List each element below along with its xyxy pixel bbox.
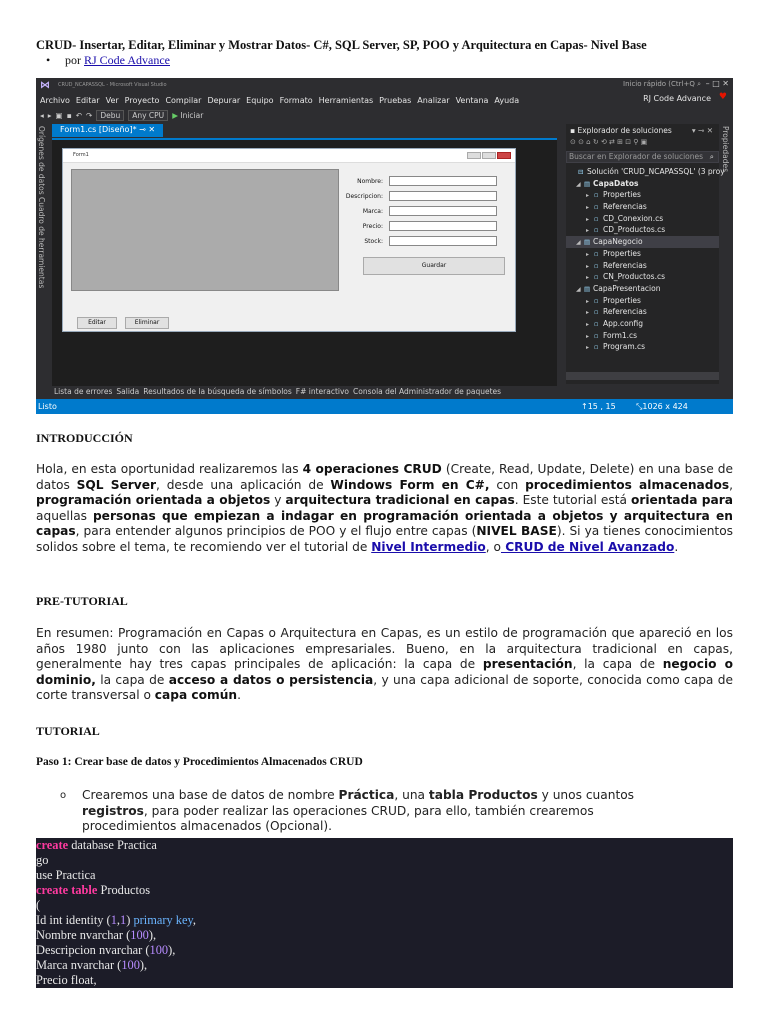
left-strip-label: Orígenes de datos Cuadro de herramientas bbox=[37, 126, 46, 289]
crud-avanzado-link[interactable]: CRUD de Nivel Avanzado bbox=[500, 539, 675, 554]
explorer-bullet-icon: ▪ bbox=[570, 126, 578, 135]
tree-node[interactable] bbox=[566, 248, 719, 260]
bullet-dot: • bbox=[46, 53, 51, 67]
tree-node-label: CapaNegocio bbox=[593, 237, 643, 247]
menu-editar[interactable]: Editar bbox=[75, 95, 100, 105]
menu-ventana[interactable]: Ventana bbox=[455, 95, 489, 105]
form-close-icon bbox=[497, 152, 511, 159]
tab-form1-design[interactable] bbox=[52, 124, 163, 137]
file-icon: ▫ bbox=[594, 331, 599, 340]
explorer-search-input[interactable] bbox=[566, 151, 719, 163]
tree-node[interactable] bbox=[566, 271, 719, 283]
designer-surface bbox=[52, 138, 557, 386]
project-icon: ▤ bbox=[584, 179, 591, 188]
feedback-heart-icon[interactable]: ♥ bbox=[718, 92, 727, 102]
expand-arrow-icon[interactable]: ◢ bbox=[576, 239, 581, 247]
form1-window[interactable] bbox=[62, 148, 516, 332]
tab-output[interactable]: Salida bbox=[116, 386, 140, 396]
tree-node[interactable] bbox=[566, 341, 719, 353]
menu-pruebas[interactable]: Pruebas bbox=[379, 95, 412, 105]
properties-strip-label: Propiedades bbox=[721, 126, 730, 172]
maximize-icon[interactable]: □ bbox=[712, 79, 720, 88]
project-icon: ▤ bbox=[584, 238, 591, 247]
collapse-arrow-icon[interactable]: ▸ bbox=[586, 309, 590, 317]
tree-node-label: Program.cs bbox=[603, 342, 646, 352]
status-ready: Listo bbox=[38, 402, 57, 411]
save-icon[interactable]: ▪ bbox=[66, 110, 72, 120]
project-icon: ▤ bbox=[584, 284, 591, 293]
collapse-arrow-icon[interactable]: ▸ bbox=[586, 274, 590, 282]
step1-heading: Paso 1: Crear base de datos y Procedimientos Almacenados CRUD bbox=[36, 756, 363, 768]
tree-node-label: Form1.cs bbox=[603, 330, 638, 340]
tab-package-console[interactable]: Consola del Administrador de paquetes bbox=[353, 386, 502, 396]
account-name[interactable]: RJ Code Advance bbox=[643, 94, 711, 103]
code-line: go bbox=[36, 853, 49, 867]
code-line: ( bbox=[36, 898, 41, 912]
code-line: Marca nvarchar (100), bbox=[36, 958, 148, 972]
visual-studio-screenshot bbox=[36, 78, 733, 414]
tree-node[interactable] bbox=[566, 260, 719, 272]
left-tool-strip[interactable] bbox=[36, 122, 50, 382]
tab-error-list[interactable]: Lista de errores bbox=[54, 386, 113, 396]
tab-symbol-results[interactable]: Resultados de la búsqueda de símbolos bbox=[143, 386, 292, 396]
tree-node-label: CapaPresentacion bbox=[593, 283, 661, 293]
menu-herramientas[interactable]: Herramientas bbox=[318, 95, 374, 105]
menu-ver[interactable]: Ver bbox=[105, 95, 119, 105]
nombre-textbox[interactable] bbox=[389, 176, 497, 186]
menu-formato[interactable]: Formato bbox=[279, 95, 313, 105]
intro-paragraph: Hola, en esta oportunidad realizaremos las 4 operaciones CRUD (Create, Read, Update, Delete) en una base de datos SQL Server, desde una aplicación de Windows Form en C#, con procedimientos almacenados, programación orientada a objetos y arquitectura tradicional en capas. Este tutorial está orientada para aquellas personas que empiezan a indagar en programación orientada a objetos y arquitectura en capas, para entender algunos principios de POO y el flujo entre capas (NIVEL BASE). Si ya tienes conocimientos solidos sobre el tema, te recomiendo ver el tutorial de Nivel Intermedio, o CRUD de Nivel Avanzado. bbox=[36, 462, 734, 554]
collapse-arrow-icon[interactable]: ▸ bbox=[586, 320, 590, 328]
menu-analizar[interactable]: Analizar bbox=[417, 95, 450, 105]
position-icon: ↑ bbox=[581, 402, 588, 411]
code-line: create database Practica bbox=[36, 838, 157, 852]
redo-icon[interactable]: ↷ bbox=[86, 110, 93, 120]
explorer-pin-close-icon[interactable]: ▾ ⊸ ✕ bbox=[691, 126, 713, 135]
quick-launch-text: Inicio rápido (Ctrl+Q bbox=[623, 80, 695, 88]
menu-archivo[interactable]: Archivo bbox=[40, 95, 70, 105]
collapse-arrow-icon[interactable]: ▸ bbox=[586, 332, 590, 340]
solution-explorer bbox=[566, 124, 725, 384]
play-icon: ▶ bbox=[172, 110, 178, 120]
tree-node-label: CD_Conexion.cs bbox=[603, 213, 664, 223]
code-line: Precio float, bbox=[36, 973, 97, 987]
byline bbox=[46, 53, 170, 68]
form-minimize-icon bbox=[467, 152, 481, 159]
collapse-arrow-icon[interactable]: ▸ bbox=[586, 227, 590, 235]
file-icon: ▫ bbox=[594, 191, 599, 200]
platform-select[interactable]: Any CPU bbox=[128, 110, 168, 121]
forward-icon[interactable]: ▸ bbox=[47, 110, 52, 120]
file-icon: ▫ bbox=[594, 203, 599, 212]
author-link[interactable]: RJ Code Advance bbox=[84, 53, 170, 67]
tree-node-label: Properties bbox=[603, 248, 641, 258]
vs-menubar bbox=[36, 93, 733, 107]
minimize-icon[interactable]: – bbox=[705, 79, 710, 88]
file-icon: ▫ bbox=[594, 273, 599, 282]
undo-icon[interactable]: ↶ bbox=[75, 110, 83, 120]
tree-node[interactable] bbox=[566, 295, 719, 307]
menu-compilar[interactable]: Compilar bbox=[165, 95, 202, 105]
size-icon: ⤡ bbox=[636, 402, 643, 411]
status-position bbox=[581, 402, 616, 411]
tree-node-label: CapaDatos bbox=[593, 178, 639, 188]
file-icon: ▫ bbox=[594, 226, 599, 235]
properties-strip[interactable] bbox=[720, 122, 733, 242]
tree-node-label: Referencias bbox=[603, 307, 647, 317]
form-maximize-icon bbox=[482, 152, 496, 159]
collapse-arrow-icon[interactable]: ▸ bbox=[586, 192, 590, 200]
status-size bbox=[636, 402, 688, 412]
pretutorial-paragraph: En resumen: Programación en Capas o Arquitectura en Capas, es un estilo de programación que apareció en los años 1980 junto con las aplicaciones empresariales. Bueno, en la arquitectura tradicional en capas, generalmente hay tres capas principales de aplicación: la capa de presentación, la capa de negocio o dominio, la capa de acceso a datos o persistencia, y una capa adicional de soporte, conocida como capa de corte transversal o capa común. bbox=[36, 626, 733, 702]
collapse-arrow-icon[interactable]: ▸ bbox=[586, 344, 590, 352]
label-descripcion: Descripcion: bbox=[345, 193, 383, 200]
configuration-select[interactable]: Debu bbox=[96, 110, 124, 121]
pretutorial-heading: PRE-TUTORIAL bbox=[36, 594, 128, 608]
collapse-arrow-icon[interactable]: ▸ bbox=[586, 204, 590, 212]
menu-depurar[interactable]: Depurar bbox=[207, 95, 241, 105]
tree-node[interactable] bbox=[566, 201, 719, 213]
eliminar-button[interactable]: Eliminar bbox=[125, 317, 169, 329]
stock-textbox[interactable] bbox=[389, 236, 497, 246]
tree-node-label: App.config bbox=[603, 318, 643, 328]
nivel-intermedio-link[interactable]: Nivel Intermedio bbox=[371, 539, 486, 554]
file-icon: ▫ bbox=[594, 319, 599, 328]
search-icon: ⌕ bbox=[697, 80, 701, 88]
tree-node[interactable] bbox=[566, 283, 719, 295]
window-controls[interactable] bbox=[706, 79, 729, 88]
explorer-toolbar[interactable]: ⊙ ⊙ ⌂ ↻ ⟲ ⇄ ⊞ ⊡ ⚲ ▣ bbox=[570, 138, 648, 146]
code-line: Nombre nvarchar (100), bbox=[36, 928, 157, 942]
status-bar bbox=[36, 399, 733, 414]
document-title: CRUD- Insertar, Editar, Eliminar y Mostrar Datos- C#, SQL Server, SP, POO y Arquitectura en Capas- Nivel Base bbox=[36, 38, 647, 52]
code-line: Descripcion nvarchar (100), bbox=[36, 943, 176, 957]
tree-node[interactable] bbox=[566, 213, 719, 225]
position-value: 15 , 15 bbox=[587, 402, 616, 411]
menu-ayuda[interactable]: Ayuda bbox=[494, 95, 520, 105]
tree-node[interactable] bbox=[566, 330, 719, 342]
vs-logo-icon: ⋈ bbox=[40, 79, 50, 91]
tree-node[interactable] bbox=[566, 318, 719, 330]
expand-arrow-icon[interactable]: ◢ bbox=[576, 285, 581, 293]
horizontal-scrollbar[interactable] bbox=[566, 372, 719, 380]
tree-node-label: Referencias bbox=[603, 202, 647, 212]
close-icon[interactable]: ✕ bbox=[722, 79, 729, 88]
collapse-arrow-icon[interactable]: ▸ bbox=[586, 297, 590, 305]
tree-node-label: Referencias bbox=[603, 260, 647, 270]
step1-list-item: Crearemos una base de datos de nombre Práctica, una tabla Productos y unos cuantos registros, para poder realizar las operaciones CRUD, para ello, también crearemos procedimientos almacenados (Opcional). bbox=[82, 788, 635, 833]
document-tabs bbox=[52, 124, 163, 138]
start-label: Iniciar bbox=[180, 110, 204, 120]
tree-node[interactable] bbox=[566, 166, 725, 178]
file-icon: ▫ bbox=[594, 261, 599, 270]
marca-textbox[interactable] bbox=[389, 206, 497, 216]
code-line: Id int identity (1,1) primary key, bbox=[36, 913, 196, 927]
intro-heading: INTRODUCCIÓN bbox=[36, 431, 133, 445]
tree-node[interactable] bbox=[566, 306, 719, 318]
pin-icon[interactable]: ⊸ ✕ bbox=[139, 125, 156, 134]
tree-node[interactable] bbox=[566, 224, 719, 236]
tab-fsharp-interactive[interactable]: F# interactivo bbox=[295, 386, 350, 396]
products-datagrid[interactable] bbox=[71, 169, 339, 291]
explorer-header-text: Explorador de soluciones bbox=[577, 126, 672, 135]
precio-textbox[interactable] bbox=[389, 221, 497, 231]
guardar-button[interactable]: Guardar bbox=[363, 257, 505, 275]
start-button[interactable] bbox=[172, 111, 203, 120]
code-line: use Practica bbox=[36, 868, 96, 882]
solution-icon: ⊟ bbox=[578, 168, 584, 176]
solution-tree bbox=[566, 166, 725, 353]
tree-node[interactable] bbox=[566, 178, 719, 190]
tab-label: Form1.cs [Diseño]* bbox=[60, 125, 137, 134]
quick-launch-input[interactable] bbox=[623, 80, 701, 89]
back-icon[interactable]: ◂ bbox=[40, 110, 44, 120]
list-bullet: o bbox=[60, 790, 67, 801]
label-stock: Stock: bbox=[364, 238, 383, 245]
sql-code-block bbox=[36, 838, 733, 988]
vs-toolbar bbox=[36, 108, 733, 122]
byline-prefix: por bbox=[65, 53, 81, 67]
collapse-arrow-icon[interactable]: ▸ bbox=[586, 262, 590, 270]
tree-node-label: Solución 'CRUD_NCAPASSQL' (3 proy bbox=[587, 167, 725, 176]
form1-title: Form1 bbox=[73, 152, 89, 158]
editar-button[interactable]: Editar bbox=[77, 317, 117, 329]
menu-proyecto[interactable]: Proyecto bbox=[124, 95, 160, 105]
tutorial-heading: TUTORIAL bbox=[36, 724, 100, 738]
explorer-search-placeholder: Buscar en Explorador de soluciones bbox=[569, 152, 704, 161]
tree-node[interactable] bbox=[566, 236, 719, 248]
file-icon: ▫ bbox=[594, 343, 599, 352]
solution-explorer-title bbox=[570, 126, 672, 135]
label-nombre: Nombre: bbox=[357, 178, 383, 185]
menu-equipo[interactable]: Equipo bbox=[246, 95, 274, 105]
bottom-tool-tabs bbox=[50, 384, 560, 398]
tree-node-label: CD_Productos.cs bbox=[603, 225, 666, 235]
tree-node-label: CN_Productos.cs bbox=[603, 272, 665, 282]
collapse-arrow-icon[interactable]: ▸ bbox=[586, 215, 590, 223]
collapse-arrow-icon[interactable]: ▸ bbox=[586, 250, 590, 258]
size-value: 1026 x 424 bbox=[642, 402, 688, 411]
tree-node-label: Properties bbox=[603, 190, 641, 200]
file-icon: ▫ bbox=[594, 214, 599, 223]
vs-window-title: CRUD_NCAPASSQL - Microsoft Visual Studio bbox=[58, 82, 167, 88]
descripcion-textbox[interactable] bbox=[389, 191, 497, 201]
form1-window-controls bbox=[467, 152, 511, 159]
search-icon: ⌕ bbox=[709, 152, 714, 161]
label-marca: Marca: bbox=[362, 208, 383, 215]
file-icon: ▫ bbox=[594, 308, 599, 317]
tree-node-label: Properties bbox=[603, 295, 641, 305]
new-project-icon[interactable]: ▣ bbox=[55, 110, 63, 120]
label-precio: Precio: bbox=[362, 223, 383, 230]
code-line: create table Productos bbox=[36, 883, 151, 897]
tree-node[interactable] bbox=[566, 189, 719, 201]
expand-arrow-icon[interactable]: ◢ bbox=[576, 180, 581, 188]
file-icon: ▫ bbox=[594, 296, 599, 305]
form1-titlebar bbox=[63, 149, 515, 163]
file-icon: ▫ bbox=[594, 249, 599, 258]
